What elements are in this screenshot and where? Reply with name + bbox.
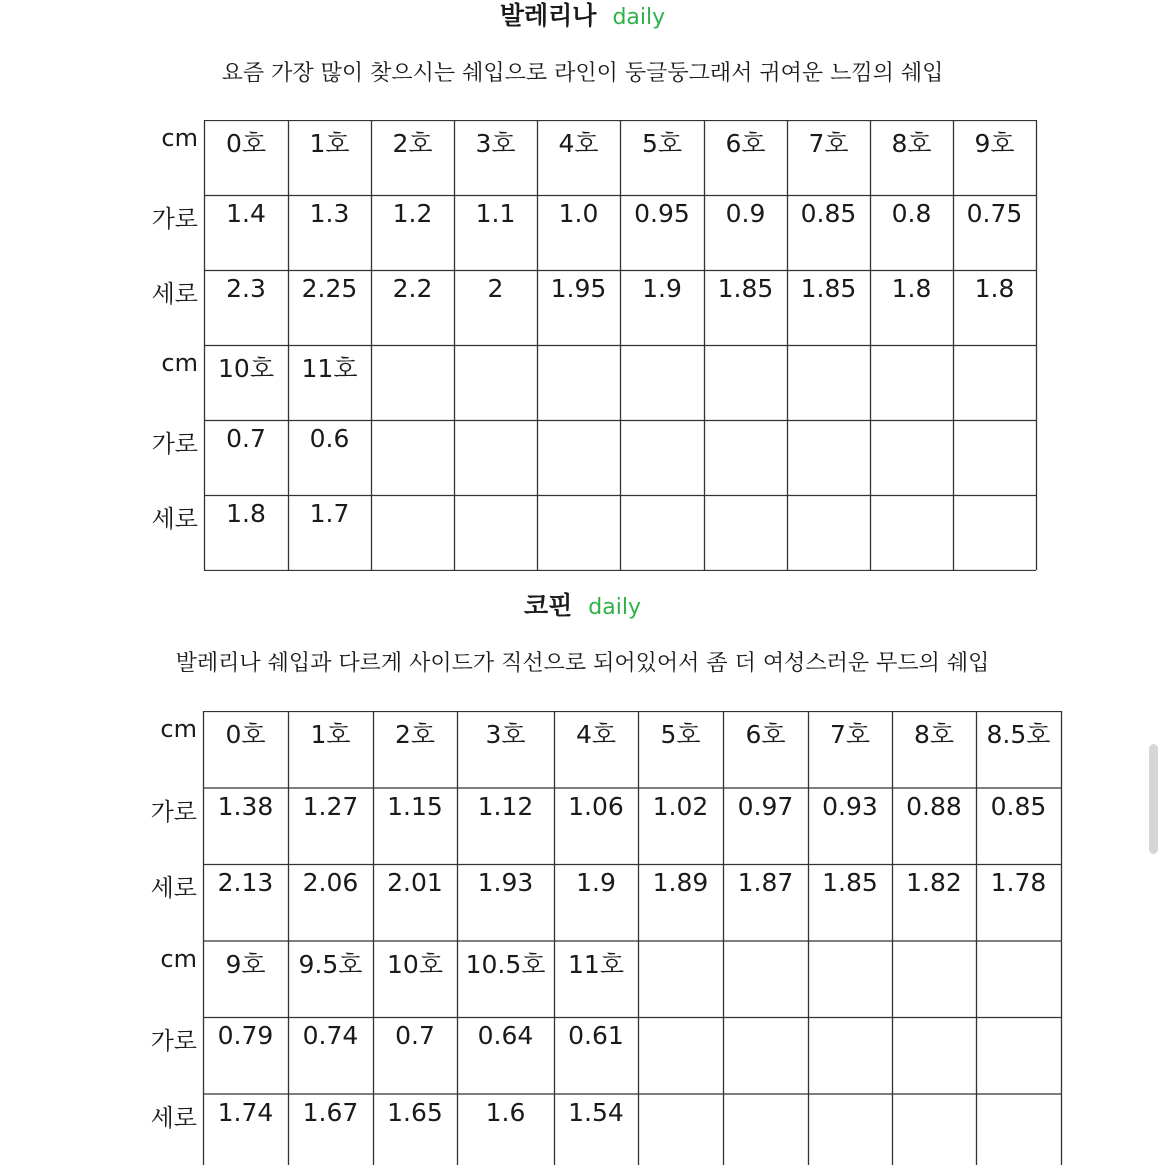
- table-cell: 1.9: [576, 868, 616, 897]
- table-cell: 1.65: [387, 1097, 443, 1127]
- table-cell: 10.5호: [465, 949, 546, 979]
- table-cell: 0호: [225, 129, 267, 158]
- section-title-text: 코핀: [523, 591, 573, 620]
- table-cell: 1.95: [550, 274, 607, 303]
- table-cell: 2호: [394, 720, 436, 749]
- row-label: 가로: [150, 1027, 197, 1055]
- table-cell: 1.0: [558, 199, 599, 228]
- table-cell: 0.6: [309, 424, 350, 453]
- table-cell: 1.8: [974, 274, 1015, 303]
- table-cell: 1.67: [302, 1097, 359, 1127]
- section-description: 발레리나 쉐입과 다르게 사이드가 직선으로 되어있어서 좀 더 여성스러운 무드의 쉐입: [175, 651, 990, 676]
- table-cell: 0.64: [477, 1021, 534, 1050]
- table-cell: 2.25: [301, 274, 358, 303]
- table-cell: 0.7: [395, 1021, 435, 1050]
- row-label: 가로: [151, 430, 198, 458]
- table-cell: 2.3: [226, 274, 266, 303]
- table-cell: 2.06: [302, 868, 359, 897]
- table-cell: 2.13: [217, 868, 274, 897]
- table-cell: 0.8: [891, 199, 932, 228]
- table-cell: 1.02: [652, 791, 709, 821]
- table-cell: 1.3: [309, 199, 350, 228]
- table-cell: 11호: [301, 354, 358, 383]
- table-cell: 1.1: [475, 199, 516, 228]
- table-cell: 6호: [745, 720, 786, 749]
- table-cell: 1.4: [226, 199, 266, 228]
- table-cell: 0.74: [302, 1021, 359, 1050]
- row-label: 가로: [151, 205, 198, 233]
- table-cell: 0.97: [737, 791, 794, 821]
- table-cell: 0.95: [634, 199, 690, 228]
- table-cell: 10호: [218, 354, 274, 383]
- table-cell: 0.93: [822, 791, 878, 821]
- table-cell: 9호: [225, 949, 266, 979]
- row-label: cm: [161, 124, 198, 152]
- table-grid-lines: [0, 711, 1165, 1166]
- table-cell: 1.06: [568, 791, 624, 821]
- table-cell: 1.54: [568, 1097, 624, 1127]
- table-cell: 8.5호: [986, 720, 1051, 749]
- table-cell: 1호: [309, 129, 350, 158]
- table-grid-lines: [0, 120, 1165, 571]
- table-cell: 1.78: [990, 868, 1047, 897]
- table-cell: 11호: [568, 949, 624, 979]
- table-cell: 1.85: [822, 868, 878, 897]
- table-cell: 1.74: [217, 1097, 274, 1127]
- table-cell: 2: [487, 274, 504, 303]
- table-cell: 0호: [225, 720, 266, 749]
- table-cell: 1.7: [309, 499, 350, 528]
- table-cell: 1.8: [226, 499, 266, 528]
- table-cell: 0.85: [990, 791, 1047, 821]
- table-cell: 10호: [387, 949, 443, 979]
- table-cell: 2호: [392, 129, 433, 158]
- table-cell: 8호: [891, 129, 932, 158]
- table-cell: 0.88: [906, 791, 962, 821]
- table-cell: 4호: [558, 129, 599, 158]
- table-cell: 9호: [974, 129, 1015, 158]
- table-cell: 7호: [808, 129, 849, 158]
- table-cell: 0.75: [966, 199, 1023, 228]
- row-label: cm: [160, 715, 197, 743]
- table-cell: 1.2: [392, 199, 433, 228]
- table-cell: 1.6: [485, 1097, 526, 1127]
- table-cell: 1.38: [217, 791, 274, 821]
- table-cell: 1.8: [891, 274, 932, 303]
- table-cell: 9.5호: [298, 949, 363, 979]
- table-cell: 0.7: [226, 424, 266, 453]
- table-cell: 5호: [641, 129, 683, 158]
- table-cell: 1.27: [302, 791, 359, 821]
- section-description: 요즘 가장 많이 찾으시는 쉐입으로 라인이 둥글둥그래서 귀여운 느낌의 쉐입: [221, 61, 944, 86]
- table-cell: 5호: [660, 720, 701, 749]
- table-cell: 1.15: [387, 791, 443, 821]
- row-label: cm: [160, 944, 197, 973]
- row-label: 세로: [151, 280, 198, 308]
- row-label: 가로: [150, 797, 197, 826]
- daily-tag: daily: [612, 5, 666, 30]
- table-cell: 1.89: [652, 868, 709, 897]
- table-cell: 1.85: [717, 274, 774, 303]
- table-cell: 1.87: [737, 868, 794, 897]
- table-cell: 0.79: [217, 1021, 274, 1050]
- table-cell: 1.85: [800, 274, 857, 303]
- scrollbar[interactable]: [1149, 744, 1158, 854]
- row-label: cm: [161, 349, 198, 377]
- table-cell: 6호: [725, 129, 766, 158]
- row-label: 세로: [150, 1103, 197, 1132]
- table-cell: 2.2: [392, 274, 433, 303]
- daily-tag: daily: [588, 595, 641, 620]
- table-cell: 1호: [310, 720, 351, 749]
- table-cell: 7호: [829, 720, 871, 749]
- table-cell: 4호: [575, 720, 617, 749]
- row-label: 세로: [151, 505, 198, 533]
- table-cell: 0.61: [568, 1021, 624, 1050]
- table-cell: 1.9: [642, 274, 682, 303]
- row-label: 세로: [150, 874, 197, 902]
- table-cell: 1.12: [477, 791, 534, 821]
- section-title: [0, 586, 1165, 622]
- table-cell: 2.01: [387, 868, 443, 897]
- table-cell: 1.82: [906, 868, 962, 897]
- section-title-text: 발레리나: [499, 1, 597, 30]
- table-cell: 0.9: [725, 199, 766, 228]
- table-cell: 8호: [913, 720, 955, 749]
- table-cell: 3호: [485, 720, 526, 749]
- table-cell: 0.85: [800, 199, 857, 228]
- table-cell: 3호: [475, 129, 516, 158]
- section-title: [0, 0, 1165, 32]
- table-cell: 1.93: [477, 868, 534, 897]
